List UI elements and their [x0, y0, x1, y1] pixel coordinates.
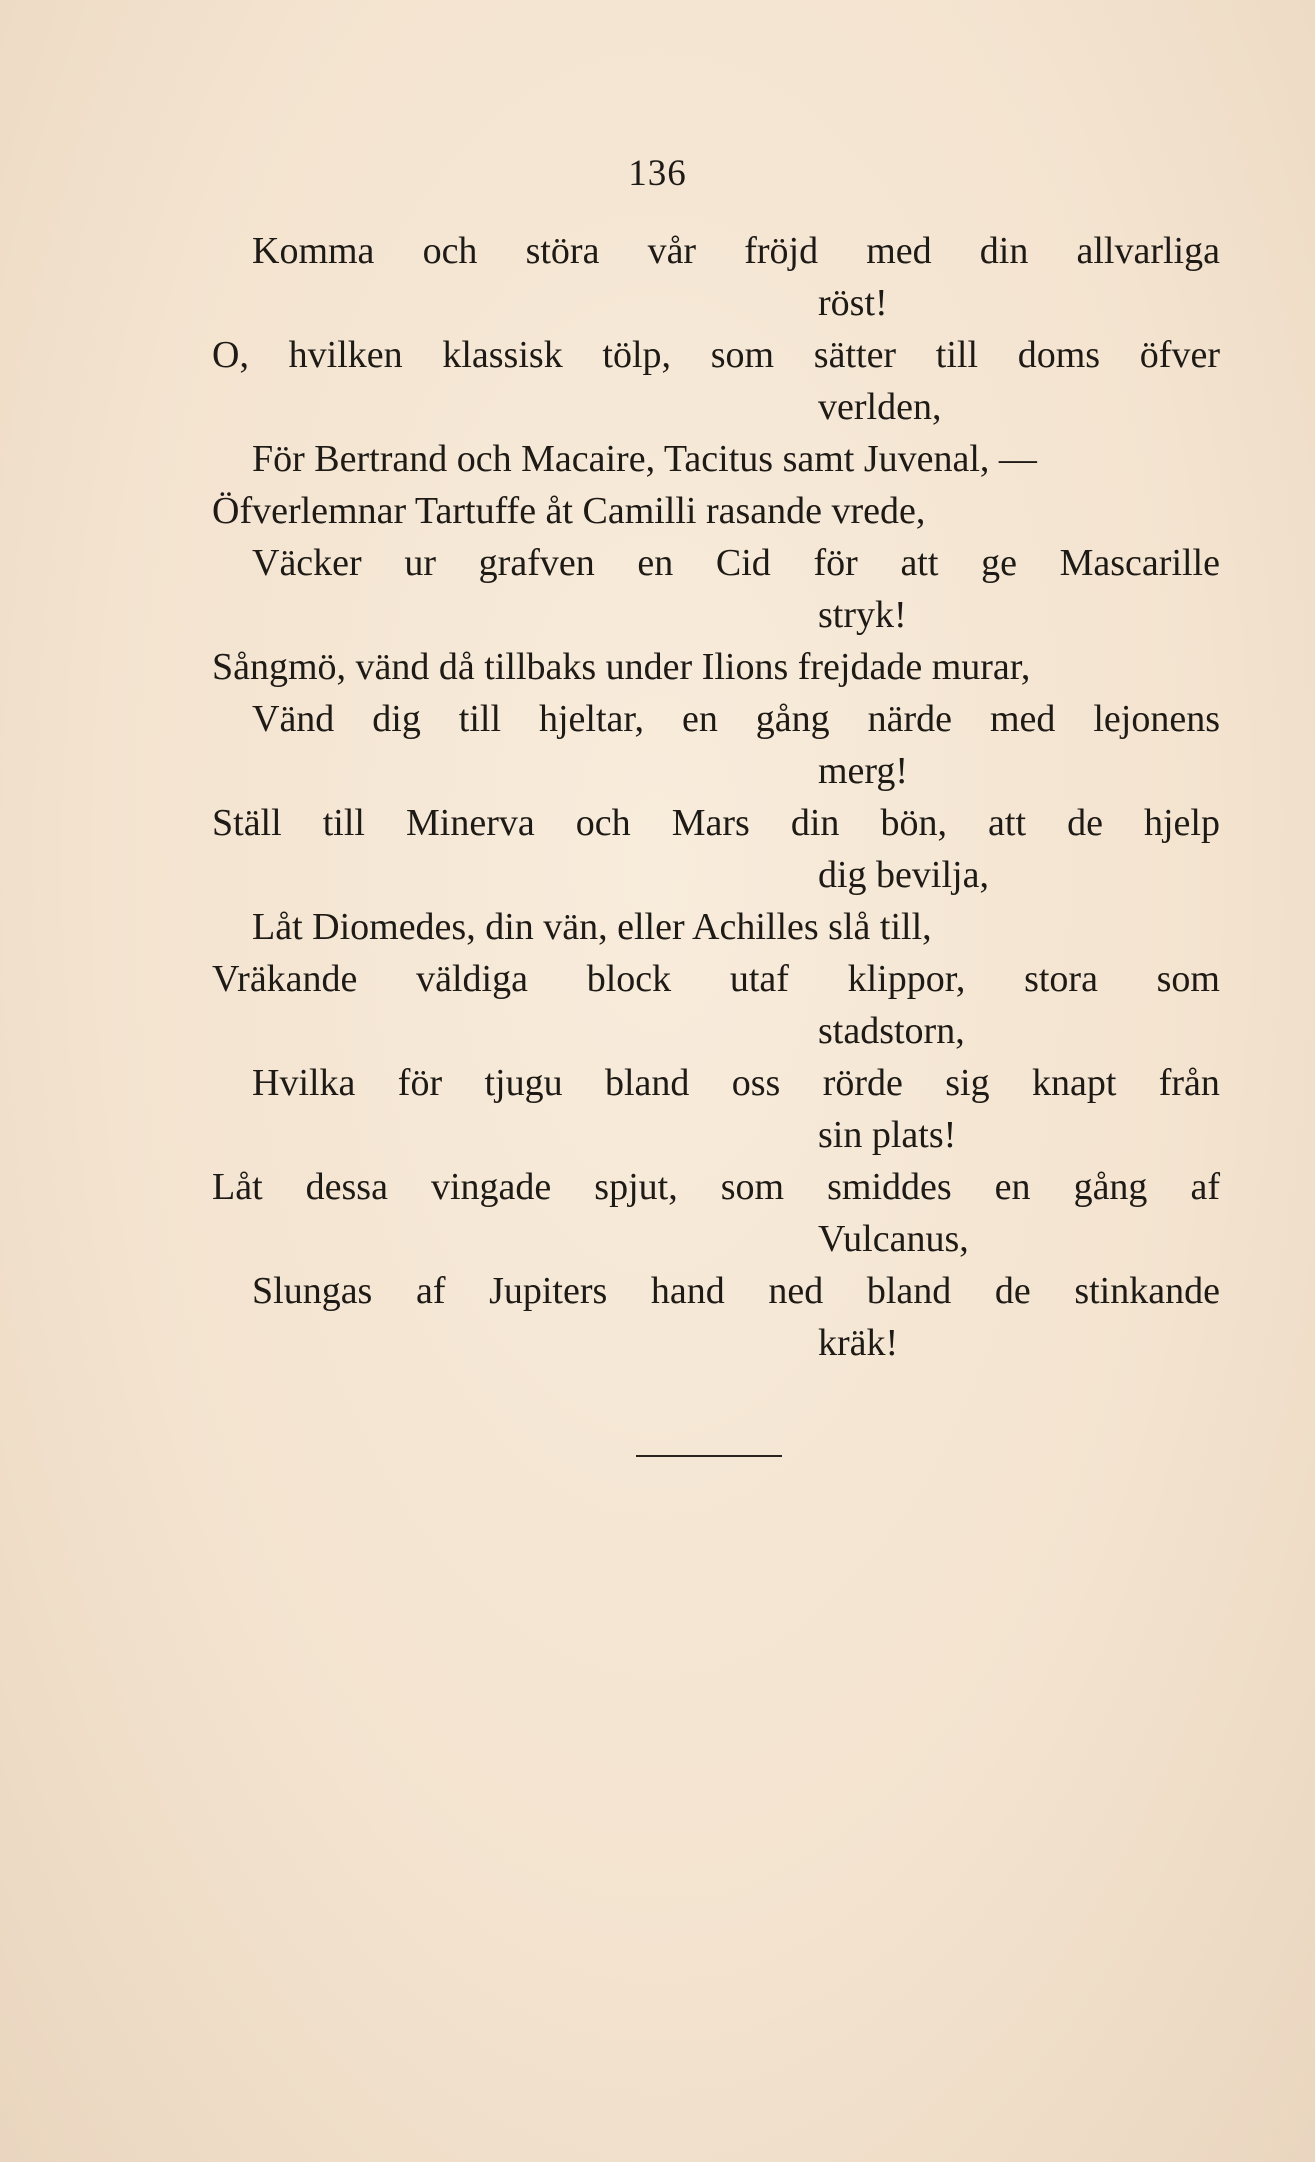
verse-word: utaf: [729, 958, 789, 1000]
verse-word: för: [813, 542, 858, 584]
verse-word: och: [575, 802, 631, 844]
verse-word: hvilken: [288, 334, 403, 376]
verse-line-text: [212, 953, 1220, 1005]
verse-word: som: [720, 1166, 785, 1208]
verse-word: störa: [525, 230, 600, 272]
verse-word: hjeltar,: [538, 698, 645, 740]
verse-word: Ställ: [212, 802, 282, 844]
verse-line-text: Sångmö, vänd då tillbaks under Ilions frejdade murar,: [212, 646, 1031, 688]
verse-line-6: [212, 641, 1232, 693]
verse-word: fröjd: [744, 230, 819, 272]
verse-word: dig: [372, 698, 421, 740]
verse-word: öfver: [1139, 334, 1220, 376]
verse-line-4: [212, 485, 1232, 537]
verse-word: en: [681, 698, 718, 740]
verse-word: oss: [731, 1062, 781, 1104]
verse-word: till: [935, 334, 979, 376]
verse-line-text: Öfverlemnar Tartuffe åt Camilli rasande vrede,: [212, 490, 926, 532]
verse-line-5: [212, 537, 1232, 641]
verse-word: af: [415, 1270, 446, 1312]
verse-line-text: För Bertrand och Macaire, Tacitus samt Juvenal, —: [252, 438, 1037, 480]
verse-word: till: [322, 802, 365, 844]
verse-line-continuation: dig bevilja,: [818, 854, 989, 896]
verse-word: och: [422, 230, 478, 272]
verse-line-8: [212, 797, 1232, 901]
verse-word: tölp,: [602, 334, 672, 376]
verse-word: vingade: [430, 1166, 552, 1208]
verse-word: med: [989, 698, 1056, 740]
verse-word: från: [1158, 1062, 1220, 1104]
verse-word: Väcker: [252, 542, 362, 584]
verse-word: Hvilka: [252, 1062, 356, 1104]
verse-word: Komma: [252, 230, 375, 272]
verse-word: tjugu: [484, 1062, 563, 1104]
verse-word: ur: [404, 542, 437, 584]
verse-word: rörde: [822, 1062, 903, 1104]
verse-line-text: [212, 797, 1220, 849]
verse-line-13: [212, 1265, 1232, 1369]
verse-word: en: [994, 1166, 1031, 1208]
verse-word: att: [988, 802, 1027, 844]
verse-word: för: [397, 1062, 443, 1104]
verse-line-3: [212, 433, 1232, 485]
verse-word: bland: [866, 1270, 952, 1312]
verse-word: en: [637, 542, 674, 584]
verse-word: till: [458, 698, 502, 740]
verse-line-continuation: sin plats!: [818, 1114, 957, 1156]
verse-line-text: [212, 1161, 1220, 1213]
verse-word: spjut,: [594, 1166, 678, 1208]
verse-word: gång: [1073, 1166, 1148, 1208]
verse-word: ned: [768, 1270, 824, 1312]
verse-word: Vräkande: [212, 958, 358, 1000]
verse-word: bland: [604, 1062, 690, 1104]
verse-line-continuation: röst!: [818, 282, 888, 324]
verse-word: Vänd: [252, 698, 335, 740]
verse-line-text: [212, 537, 1220, 589]
verse-word: knapt: [1031, 1062, 1117, 1104]
verse-word: lejonens: [1093, 698, 1220, 740]
verse-line-continuation: verlden,: [818, 386, 942, 428]
verse-word: Slungas: [252, 1270, 373, 1312]
verse-line-continuation: stadstorn,: [818, 1010, 965, 1052]
verse-word: klippor,: [847, 958, 966, 1000]
verse-word: som: [1156, 958, 1220, 1000]
verse-word: sätter: [813, 334, 897, 376]
verse-word: smiddes: [827, 1166, 952, 1208]
verse-word: af: [1190, 1166, 1220, 1208]
verse-line-continuation: Vulcanus,: [818, 1218, 969, 1260]
poem-text: [212, 225, 1232, 1369]
verse-line-continuation: merg!: [818, 750, 909, 792]
verse-line-7: [212, 693, 1232, 797]
verse-word: närde: [867, 698, 953, 740]
verse-line-text: Låt Diomedes, din vän, eller Achilles slå till,: [252, 906, 932, 948]
verse-line-1: [212, 225, 1232, 329]
verse-line-continuation: stryk!: [818, 594, 907, 636]
verse-word: block: [586, 958, 672, 1000]
verse-word: klassisk: [442, 334, 563, 376]
verse-word: hand: [650, 1270, 725, 1312]
verse-word: Mars: [671, 802, 750, 844]
verse-line-text: [212, 1057, 1220, 1109]
verse-line-12: [212, 1161, 1232, 1265]
verse-word: att: [900, 542, 939, 584]
verse-word: din: [790, 802, 840, 844]
verse-word: Cid: [715, 542, 771, 584]
verse-line-continuation: kräk!: [818, 1322, 899, 1364]
verse-line-text: [212, 329, 1220, 381]
verse-line-9: [212, 901, 1232, 953]
verse-word: dessa: [305, 1166, 388, 1208]
verse-word: hjelp: [1143, 802, 1220, 844]
page-number: 136: [628, 153, 687, 194]
section-divider-rule: [636, 1455, 782, 1457]
verse-word: allvarliga: [1076, 230, 1220, 272]
verse-word: doms: [1017, 334, 1101, 376]
verse-word: grafven: [478, 542, 595, 584]
verse-word: stinkande: [1074, 1270, 1220, 1312]
verse-word: väldiga: [416, 958, 528, 1000]
verse-line-text: [212, 693, 1220, 745]
verse-word: ge: [981, 542, 1017, 584]
verse-word: Jupiters: [489, 1270, 608, 1312]
verse-word: med: [866, 230, 932, 272]
verse-word: O,: [212, 334, 249, 376]
verse-line-text: [212, 1265, 1220, 1317]
verse-word: gång: [755, 698, 830, 740]
verse-word: vår: [647, 230, 697, 272]
verse-word: bön,: [880, 802, 947, 844]
verse-line-text: [212, 225, 1220, 277]
verse-line-10: [212, 953, 1232, 1057]
verse-word: de: [994, 1270, 1031, 1312]
verse-word: stora: [1024, 958, 1098, 1000]
verse-word: de: [1067, 802, 1103, 844]
verse-word: Låt: [212, 1166, 263, 1208]
verse-line-2: [212, 329, 1232, 433]
verse-line-11: [212, 1057, 1232, 1161]
verse-word: som: [710, 334, 775, 376]
verse-word: din: [979, 230, 1029, 272]
verse-word: Minerva: [406, 802, 535, 844]
verse-word: Mascarille: [1059, 542, 1220, 584]
verse-word: sig: [945, 1062, 990, 1104]
